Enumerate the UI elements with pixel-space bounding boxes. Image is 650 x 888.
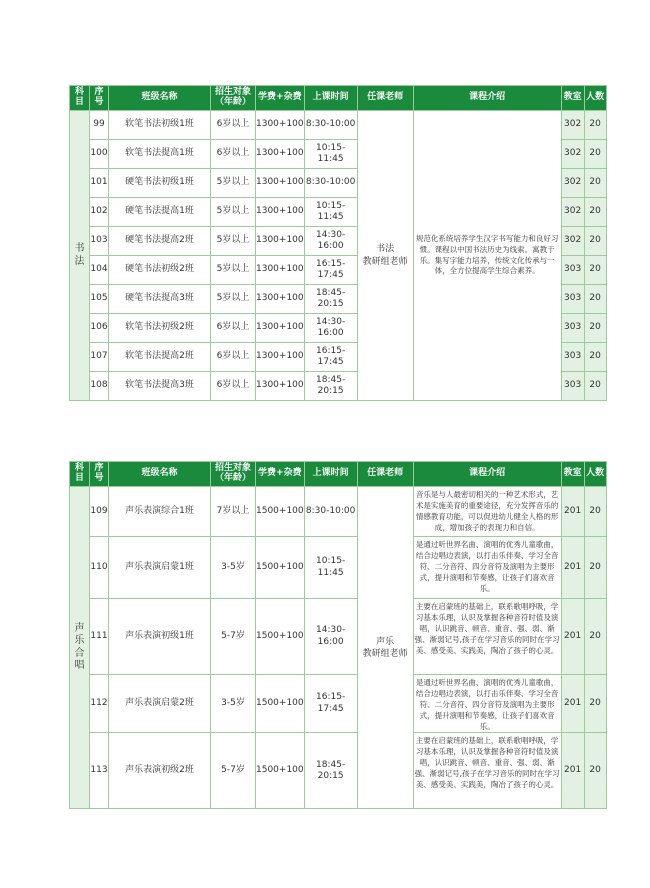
class-time: 16:15-17:45 xyxy=(304,256,357,285)
class-time: 8:30-10:00 xyxy=(304,487,357,537)
target-age: 6岁以上 xyxy=(211,343,256,372)
target-age: 5岁以上 xyxy=(211,227,256,256)
class-number: 108 xyxy=(90,372,109,401)
target-age: 5-7岁 xyxy=(211,733,256,809)
header-room: 教室 xyxy=(561,462,584,487)
teacher-cell: 书法 教研组老师 xyxy=(357,111,413,401)
class-time: 16:15-17:45 xyxy=(304,675,357,733)
subject-cell: 声乐 合唱 xyxy=(70,487,90,809)
course-intro: 是通过听世界名曲、演唱的优秀儿童歌曲，结合边唱边表演，以打击乐伴奏、学习全音符、二分音符、四分音符及演唱为主要形式，提升演唱和节奏感，让孩子们喜欢音乐。 xyxy=(413,675,561,733)
class-number: 106 xyxy=(90,314,109,343)
class-time: 18:45-20:15 xyxy=(304,733,357,809)
calligraphy-schedule-table xyxy=(69,85,607,401)
classroom: 201 xyxy=(561,487,584,537)
course-intro: 主要在启蒙班的基础上，联系歌唱呼吸，学习基本乐理，认识及掌握各种音符时值及演唱，认识跳音、顿音、重音、强、弱、渐强、渐弱记号,孩子在学习音乐的同时在学习美、感受美、实践美，陶冶了孩子的心灵。 xyxy=(413,599,561,675)
class-number: 111 xyxy=(90,599,109,675)
student-count: 20 xyxy=(584,372,606,401)
target-age: 7岁以上 xyxy=(211,487,256,537)
student-count: 20 xyxy=(584,314,606,343)
classroom: 201 xyxy=(561,537,584,599)
header-teacher: 任课老师 xyxy=(357,86,413,111)
class-name: 声乐表演综合1班 xyxy=(109,487,211,537)
classroom: 201 xyxy=(561,675,584,733)
fee: 1300+100 xyxy=(256,140,305,169)
student-count: 20 xyxy=(584,285,606,314)
class-time: 10:15-11:45 xyxy=(304,140,357,169)
header-time: 上课时间 xyxy=(304,86,357,111)
class-name: 硬笔书法提高1班 xyxy=(109,198,211,227)
fee: 1500+100 xyxy=(256,733,305,809)
fee: 1300+100 xyxy=(256,314,305,343)
class-number: 99 xyxy=(90,111,109,140)
student-count: 20 xyxy=(584,111,606,140)
classroom: 201 xyxy=(561,599,584,675)
fee: 1500+100 xyxy=(256,675,305,733)
header-count: 人数 xyxy=(584,462,606,487)
class-time: 8:30-10:00 xyxy=(304,169,357,198)
table-row xyxy=(70,675,607,733)
classroom: 201 xyxy=(561,733,584,809)
classroom: 302 xyxy=(561,227,584,256)
course-intro: 主要在启蒙班的基础上，联系歌唱呼吸，学习基本乐理，认识及掌握各种音符时值及演唱，认识跳音、顿音、重音、强、弱、渐强、渐弱记号,孩子在学习音乐的同时在学习美、感受美、实践美，陶冶了孩子的心灵。 xyxy=(413,733,561,809)
student-count: 20 xyxy=(584,343,606,372)
fee: 1500+100 xyxy=(256,599,305,675)
class-name: 硬笔书法提高2班 xyxy=(109,227,211,256)
target-age: 6岁以上 xyxy=(211,140,256,169)
classroom: 303 xyxy=(561,314,584,343)
header-class-name: 班级名称 xyxy=(109,462,211,487)
course-intro: 音乐是与人最密切相关的一种艺术形式，艺术是实施美育的重要途径，充分发挥音乐的情感教育功能，可以促进幼儿健全人格的形成，增加孩子的表现力和自信。 xyxy=(413,487,561,537)
course-intro: 规范化系统培养学生汉字书写能力和良好习惯。课程以中国书法历史为线索。寓教于乐。集写字能力培养，传统文化传承与一体，全方位提高学生综合素养。 xyxy=(413,111,561,401)
student-count: 20 xyxy=(584,198,606,227)
class-number: 100 xyxy=(90,140,109,169)
class-number: 101 xyxy=(90,169,109,198)
classroom: 302 xyxy=(561,169,584,198)
header-time: 上课时间 xyxy=(304,462,357,487)
student-count: 20 xyxy=(584,140,606,169)
header-room: 教室 xyxy=(561,86,584,111)
fee: 1300+100 xyxy=(256,256,305,285)
class-name: 硬笔书法初级1班 xyxy=(109,169,211,198)
class-number: 110 xyxy=(90,537,109,599)
header-count: 人数 xyxy=(584,86,606,111)
class-name: 软笔书法初级1班 xyxy=(109,111,211,140)
class-number: 103 xyxy=(90,227,109,256)
class-name: 软笔书法提高3班 xyxy=(109,372,211,401)
subject-cell: 书法 xyxy=(70,111,90,401)
class-time: 16:15-17:45 xyxy=(304,343,357,372)
class-number: 102 xyxy=(90,198,109,227)
class-number: 112 xyxy=(90,675,109,733)
class-name: 声乐表演启蒙1班 xyxy=(109,537,211,599)
class-number: 105 xyxy=(90,285,109,314)
class-name: 声乐表演启蒙2班 xyxy=(109,675,211,733)
vocal-choir-schedule-table xyxy=(69,461,607,809)
student-count: 20 xyxy=(584,487,606,537)
student-count: 20 xyxy=(584,537,606,599)
fee: 1300+100 xyxy=(256,111,305,140)
table-row xyxy=(70,599,607,675)
student-count: 20 xyxy=(584,599,606,675)
classroom: 302 xyxy=(561,198,584,227)
target-age: 5岁以上 xyxy=(211,198,256,227)
student-count: 20 xyxy=(584,733,606,809)
class-name: 软笔书法提高2班 xyxy=(109,343,211,372)
classroom: 302 xyxy=(561,140,584,169)
fee: 1300+100 xyxy=(256,169,305,198)
target-age: 5岁以上 xyxy=(211,169,256,198)
class-time: 18:45-20:15 xyxy=(304,285,357,314)
student-count: 20 xyxy=(584,227,606,256)
header-fee: 学费+杂费 xyxy=(256,462,305,487)
fee: 1300+100 xyxy=(256,372,305,401)
class-number: 113 xyxy=(90,733,109,809)
table-row xyxy=(70,537,607,599)
teacher-cell: 声乐 教研组老师 xyxy=(357,487,413,809)
student-count: 20 xyxy=(584,169,606,198)
classroom: 303 xyxy=(561,343,584,372)
class-name: 声乐表演初级2班 xyxy=(109,733,211,809)
classroom: 303 xyxy=(561,256,584,285)
class-name: 硬笔书法提高3班 xyxy=(109,285,211,314)
target-age: 3-5岁 xyxy=(211,537,256,599)
fee: 1500+100 xyxy=(256,537,305,599)
classroom: 303 xyxy=(561,285,584,314)
header-teacher: 任课老师 xyxy=(357,462,413,487)
class-number: 104 xyxy=(90,256,109,285)
class-time: 14:30-16:00 xyxy=(304,227,357,256)
fee: 1300+100 xyxy=(256,343,305,372)
course-intro: 是通过听世界名曲、演唱的优秀儿童歌曲，结合边唱边表演，以打击乐伴奏、学习全音符、二分音符、四分音符及演唱为主要形式，提升演唱和节奏感，让孩子们喜欢音乐。 xyxy=(413,537,561,599)
class-number: 107 xyxy=(90,343,109,372)
header-no: 序 号 xyxy=(90,86,109,111)
class-time: 10:15-11:45 xyxy=(304,537,357,599)
class-time: 8:30-10:00 xyxy=(304,111,357,140)
class-name: 硬笔书法初级2班 xyxy=(109,256,211,285)
target-age: 5-7岁 xyxy=(211,599,256,675)
fee: 1500+100 xyxy=(256,487,305,537)
class-name: 软笔书法提高1班 xyxy=(109,140,211,169)
classroom: 303 xyxy=(561,372,584,401)
header-row xyxy=(70,86,607,111)
target-age: 3-5岁 xyxy=(211,675,256,733)
table-row xyxy=(70,111,607,140)
class-time: 10:15-11:45 xyxy=(304,198,357,227)
target-age: 6岁以上 xyxy=(211,111,256,140)
header-fee: 学费+杂费 xyxy=(256,86,305,111)
header-subject: 科 目 xyxy=(70,86,90,111)
header-row xyxy=(70,462,607,487)
student-count: 20 xyxy=(584,256,606,285)
target-age: 5岁以上 xyxy=(211,256,256,285)
target-age: 6岁以上 xyxy=(211,314,256,343)
fee: 1300+100 xyxy=(256,227,305,256)
class-time: 14:30-16:00 xyxy=(304,314,357,343)
header-target: 招生对象 （年龄） xyxy=(211,462,256,487)
student-count: 20 xyxy=(584,675,606,733)
header-target: 招生对象 （年龄） xyxy=(211,86,256,111)
target-age: 6岁以上 xyxy=(211,372,256,401)
fee: 1300+100 xyxy=(256,198,305,227)
class-number: 109 xyxy=(90,487,109,537)
header-intro: 课程介绍 xyxy=(413,86,561,111)
class-name: 软笔书法初级2班 xyxy=(109,314,211,343)
target-age: 5岁以上 xyxy=(211,285,256,314)
fee: 1300+100 xyxy=(256,285,305,314)
table-row xyxy=(70,733,607,809)
class-time: 14:30-16:00 xyxy=(304,599,357,675)
class-time: 18:45-20:15 xyxy=(304,372,357,401)
header-no: 序 号 xyxy=(90,462,109,487)
class-name: 声乐表演初级1班 xyxy=(109,599,211,675)
header-class-name: 班级名称 xyxy=(109,86,211,111)
header-subject: 科 目 xyxy=(70,462,90,487)
header-intro: 课程介绍 xyxy=(413,462,561,487)
classroom: 302 xyxy=(561,111,584,140)
table-row xyxy=(70,487,607,537)
